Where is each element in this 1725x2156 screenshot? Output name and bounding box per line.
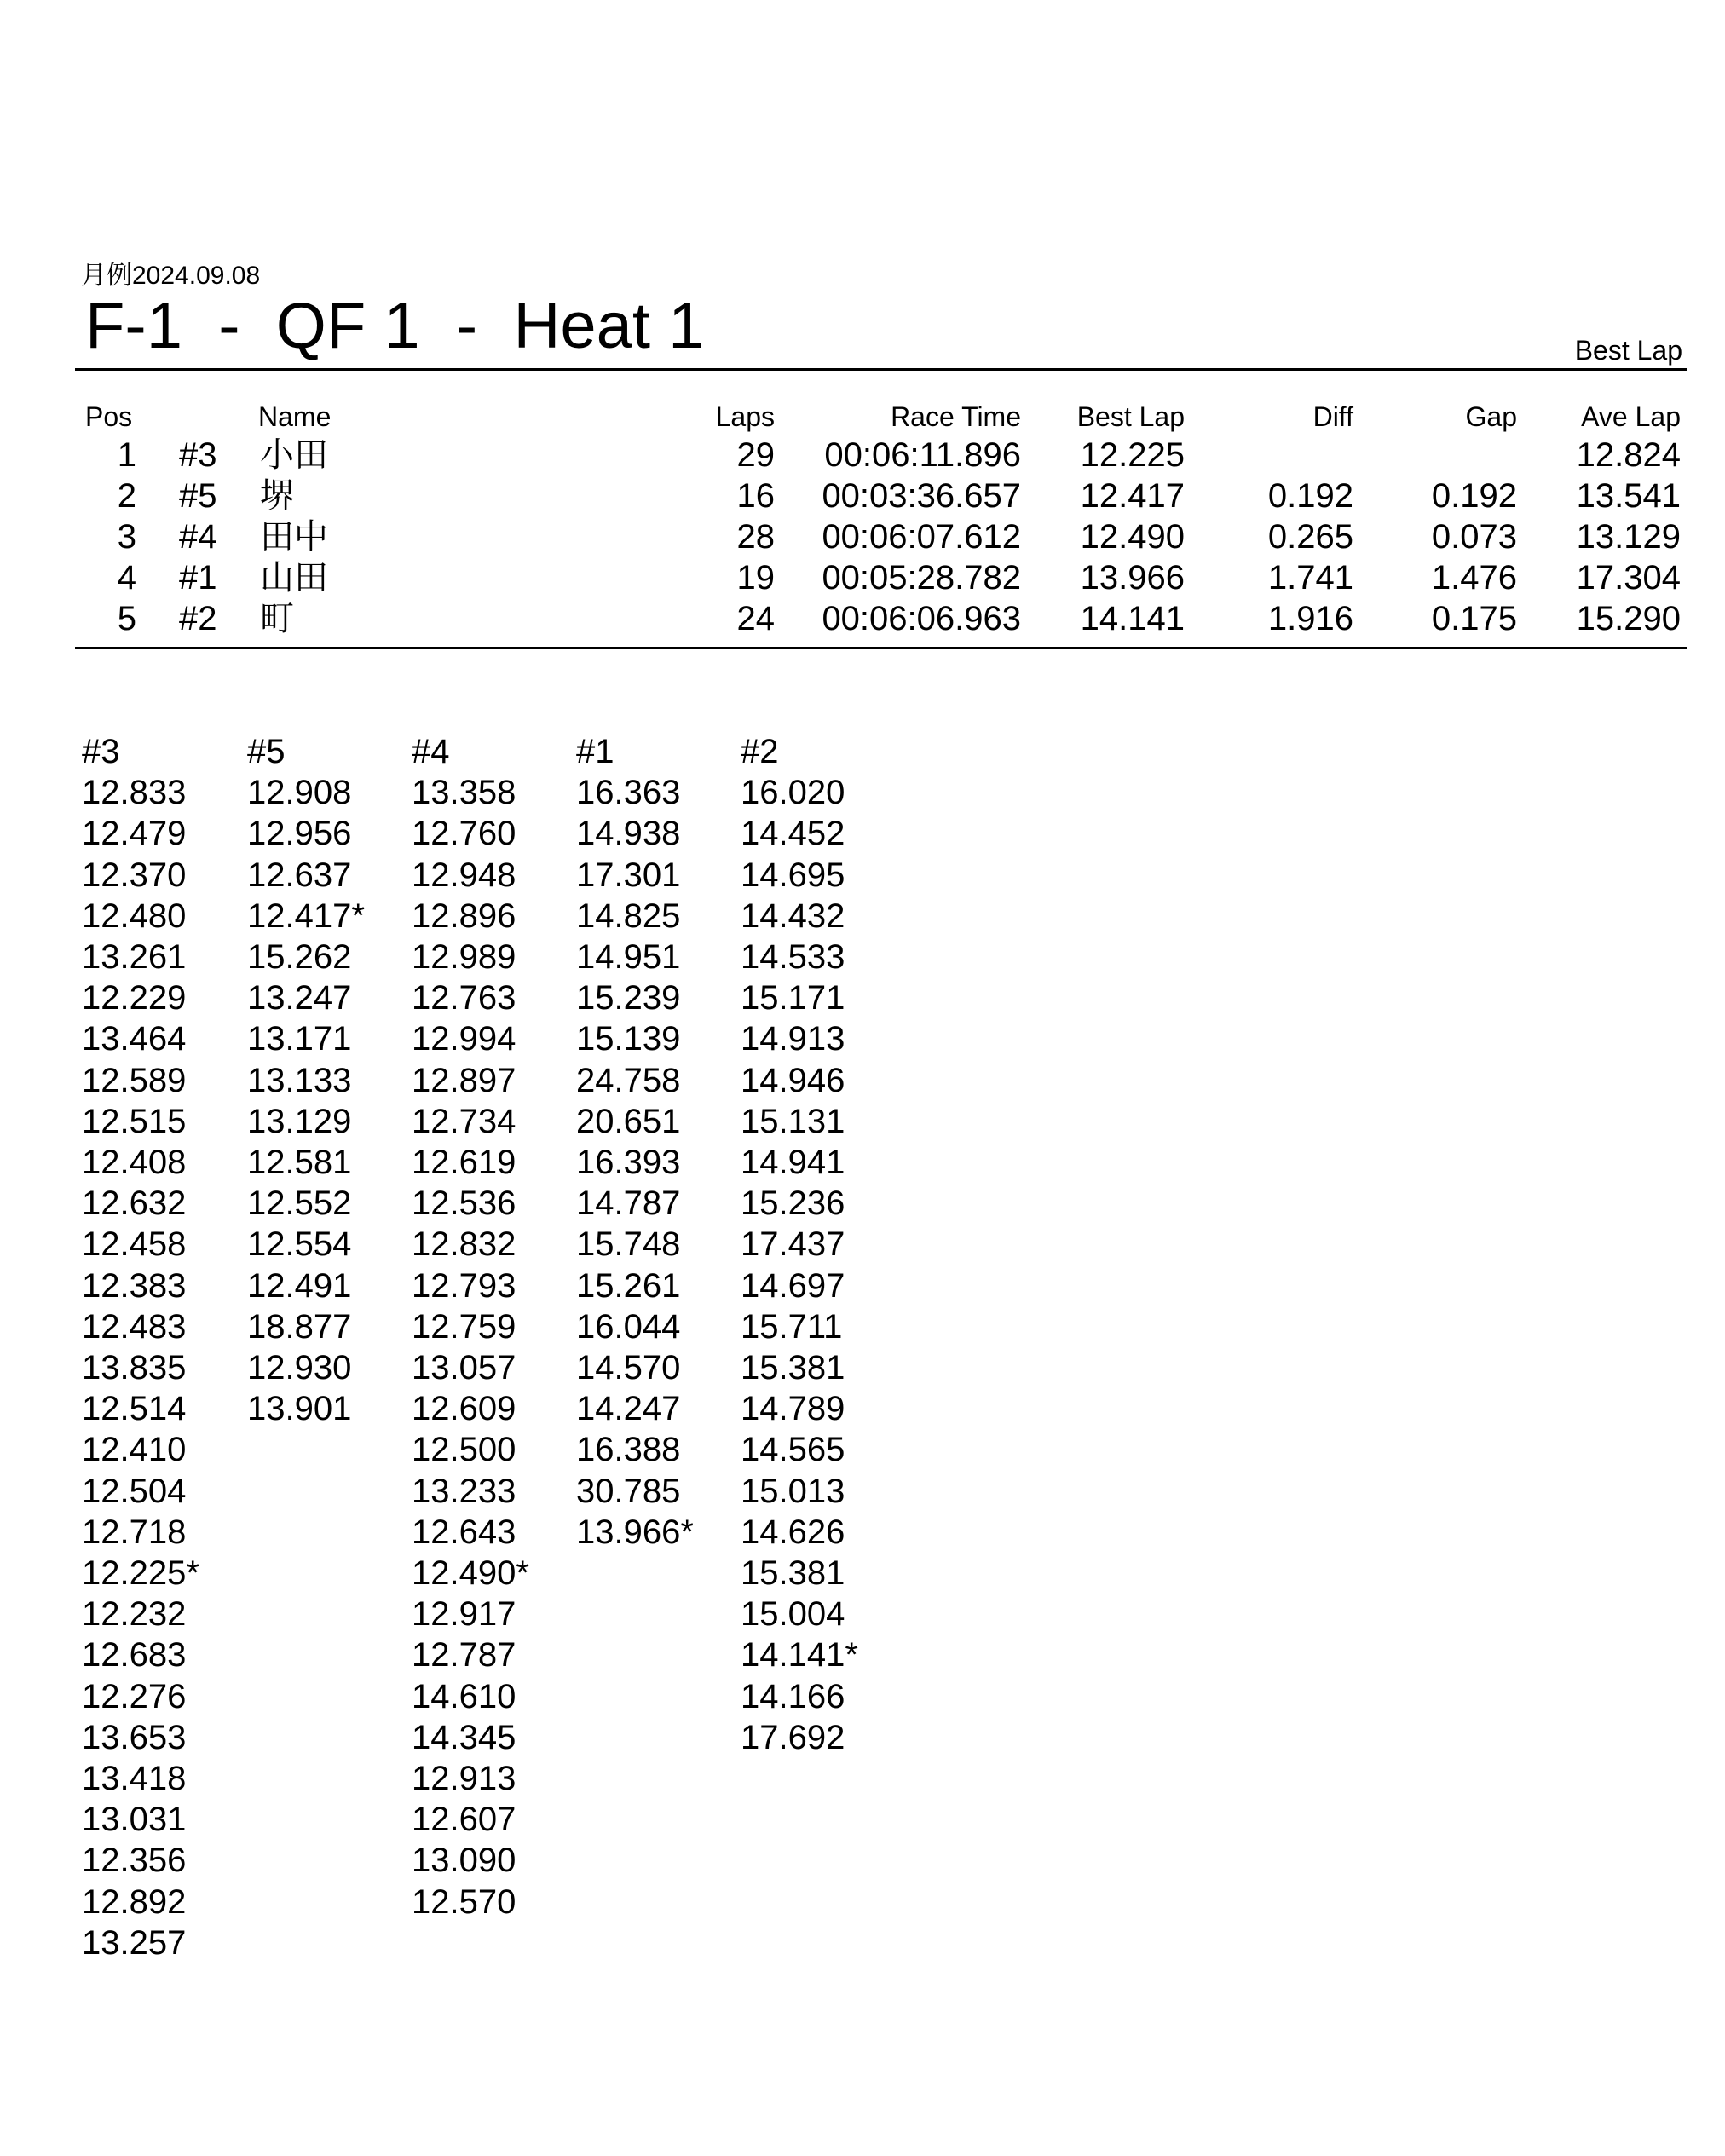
lap-time: 12.554	[247, 1225, 352, 1264]
result-race-time: 00:06:11.896	[824, 436, 1021, 474]
lap-time: 12.276	[82, 1677, 187, 1715]
lap-time: 14.941	[741, 1144, 845, 1182]
lap-time: 17.437	[741, 1225, 845, 1264]
lap-time: 12.607	[412, 1801, 516, 1839]
header-ave-lap: Ave Lap	[1581, 401, 1681, 432]
lap-time: 13.358	[412, 774, 516, 812]
result-driver-name: 堺	[260, 477, 294, 515]
lap-time: 12.892	[82, 1882, 187, 1921]
top-rule	[75, 368, 1688, 371]
lap-time: 12.504	[82, 1472, 187, 1510]
lap-time: 13.966*	[576, 1513, 694, 1551]
lap-time: 12.763	[412, 979, 516, 1017]
lap-time: 12.832	[412, 1225, 516, 1264]
result-laps: 16	[736, 477, 775, 515]
result-kart-number: #1	[179, 559, 217, 597]
results-row	[0, 476, 1725, 516]
lap-time: 14.570	[576, 1349, 681, 1387]
result-diff: 0.192	[1267, 477, 1353, 515]
result-diff: 0.265	[1267, 518, 1353, 556]
lap-time: 14.913	[741, 1020, 845, 1058]
lap-time: 12.370	[82, 856, 187, 894]
header-best-lap: Best Lap	[1076, 401, 1185, 432]
lap-time: 15.381	[741, 1554, 845, 1593]
lap-time: 12.570	[412, 1882, 516, 1921]
lap-time: 13.171	[247, 1020, 352, 1058]
lap-time: 12.734	[412, 1102, 516, 1140]
lap-time: 12.897	[412, 1061, 516, 1099]
result-driver-name: 田中	[260, 518, 328, 556]
lap-time: 13.261	[82, 938, 187, 977]
lap-time: 12.458	[82, 1225, 187, 1264]
lap-time: 14.938	[576, 815, 681, 853]
results-row	[0, 557, 1725, 598]
lap-time: 12.793	[412, 1266, 516, 1305]
lap-time: 12.787	[412, 1636, 516, 1675]
lap-time: 14.789	[741, 1390, 845, 1428]
lap-time: 20.651	[576, 1102, 681, 1140]
lap-time: 15.013	[741, 1472, 845, 1510]
lap-time: 14.141*	[741, 1636, 858, 1675]
lap-time: 12.417*	[247, 896, 365, 935]
results-header-row	[0, 399, 1725, 435]
header-name: Name	[258, 401, 332, 432]
lap-time: 13.057	[412, 1349, 516, 1387]
lap-column-header: #1	[576, 733, 614, 770]
result-pos: 4	[117, 559, 136, 597]
lap-time: 12.896	[412, 896, 516, 935]
lap-column	[82, 731, 244, 1963]
lap-time: 14.432	[741, 896, 845, 935]
report-title: F-1 - QF 1 - Heat 1	[85, 290, 705, 362]
result-race-time: 00:06:06.963	[822, 600, 1021, 637]
lap-time: 15.236	[741, 1185, 845, 1223]
bottom-rule	[75, 647, 1688, 649]
lap-time: 12.483	[82, 1307, 187, 1346]
lap-time: 14.565	[741, 1431, 845, 1469]
lap-time: 12.229	[82, 979, 187, 1017]
header-race-time: Race Time	[891, 401, 1021, 432]
result-best-lap: 12.490	[1080, 518, 1185, 556]
lap-time: 12.908	[247, 774, 352, 812]
lap-time: 15.261	[576, 1266, 681, 1305]
lap-column-header: #3	[82, 733, 120, 770]
lap-time: 14.626	[741, 1513, 845, 1551]
lap-time: 12.718	[82, 1513, 187, 1551]
lap-time: 13.247	[247, 979, 352, 1017]
lap-time: 13.133	[247, 1061, 352, 1099]
lap-time: 12.383	[82, 1266, 187, 1305]
lap-time: 15.239	[576, 979, 681, 1017]
result-gap: 0.073	[1431, 518, 1517, 556]
lap-time: 14.787	[576, 1185, 681, 1223]
result-diff: 1.916	[1267, 600, 1353, 637]
result-pos: 3	[117, 518, 136, 556]
lap-time: 12.994	[412, 1020, 516, 1058]
result-kart-number: #3	[179, 436, 217, 474]
lap-time: 16.044	[576, 1307, 681, 1346]
lap-time: 14.247	[576, 1390, 681, 1428]
lap-time: 16.393	[576, 1144, 681, 1182]
lap-time: 12.408	[82, 1144, 187, 1182]
lap-time: 14.951	[576, 938, 681, 977]
lap-time: 14.695	[741, 856, 845, 894]
header-diff: Diff	[1312, 401, 1353, 432]
result-driver-name: 小田	[260, 436, 328, 474]
lap-time: 12.833	[82, 774, 187, 812]
lap-time: 12.989	[412, 938, 516, 977]
result-laps: 28	[736, 518, 775, 556]
lap-time: 14.345	[412, 1718, 516, 1756]
lap-time: 13.653	[82, 1718, 187, 1756]
lap-time: 12.948	[412, 856, 516, 894]
header-pos: Pos	[85, 401, 133, 432]
lap-time: 13.090	[412, 1842, 516, 1880]
lap-time: 12.232	[82, 1595, 187, 1634]
lap-column-header: #2	[741, 733, 779, 770]
result-kart-number: #2	[179, 600, 217, 637]
lap-time: 12.637	[247, 856, 352, 894]
result-gap: 0.175	[1431, 600, 1517, 637]
lap-time: 12.536	[412, 1185, 516, 1223]
result-race-time: 00:06:07.612	[822, 518, 1021, 556]
lap-time: 12.552	[247, 1185, 352, 1223]
lap-time: 12.514	[82, 1390, 187, 1428]
result-driver-name: 山田	[260, 559, 328, 597]
lap-time: 15.139	[576, 1020, 681, 1058]
lap-column	[412, 731, 574, 1923]
lap-time: 12.225*	[82, 1554, 199, 1593]
lap-time: 15.711	[741, 1307, 843, 1346]
lap-time: 12.643	[412, 1513, 516, 1551]
lap-time: 13.031	[82, 1801, 187, 1839]
result-gap: 0.192	[1431, 477, 1517, 515]
lap-column	[576, 731, 738, 1553]
result-ave-lap: 12.824	[1576, 436, 1681, 474]
lap-column-header: #5	[247, 733, 286, 770]
lap-time: 12.491	[247, 1266, 352, 1305]
lap-time: 12.930	[247, 1349, 352, 1387]
lap-time: 12.581	[247, 1144, 352, 1182]
lap-time: 13.233	[412, 1472, 516, 1510]
result-best-lap: 12.417	[1080, 477, 1185, 515]
result-ave-lap: 17.304	[1576, 559, 1681, 597]
lap-time: 15.004	[741, 1595, 845, 1634]
result-best-lap: 13.966	[1080, 559, 1185, 597]
result-driver-name: 町	[260, 600, 294, 637]
lap-time: 16.363	[576, 774, 681, 812]
lap-time: 12.589	[82, 1061, 187, 1099]
result-ave-lap: 13.129	[1576, 518, 1681, 556]
lap-time: 13.835	[82, 1349, 187, 1387]
lap-time: 15.131	[741, 1102, 845, 1140]
result-race-time: 00:03:36.657	[822, 477, 1021, 515]
result-best-lap: 12.225	[1080, 436, 1185, 474]
result-gap: 1.476	[1431, 559, 1517, 597]
lap-time: 14.946	[741, 1061, 845, 1099]
lap-time: 14.825	[576, 896, 681, 935]
result-race-time: 00:05:28.782	[822, 559, 1021, 597]
lap-time: 12.619	[412, 1144, 516, 1182]
lap-time: 12.480	[82, 896, 187, 935]
lap-time: 13.129	[247, 1102, 352, 1140]
lap-time: 14.166	[741, 1677, 845, 1715]
lap-time: 30.785	[576, 1472, 681, 1510]
lap-time: 24.758	[576, 1061, 681, 1099]
report-subtitle: 月例2024.09.08	[81, 262, 261, 290]
results-row	[0, 516, 1725, 557]
lap-time: 16.020	[741, 774, 845, 812]
result-ave-lap: 13.541	[1576, 477, 1681, 515]
lap-time: 12.760	[412, 815, 516, 853]
lap-time: 12.683	[82, 1636, 187, 1675]
lap-column-header: #4	[412, 733, 450, 770]
lap-time: 13.901	[247, 1390, 352, 1428]
lap-time: 12.632	[82, 1185, 187, 1223]
lap-time: 12.356	[82, 1842, 187, 1880]
lap-time: 16.388	[576, 1431, 681, 1469]
lap-time: 15.748	[576, 1225, 681, 1264]
result-laps: 24	[736, 600, 775, 637]
lap-time: 17.692	[741, 1718, 845, 1756]
result-pos: 2	[117, 477, 136, 515]
result-diff: 1.741	[1267, 559, 1353, 597]
results-table	[0, 399, 1725, 639]
result-laps: 19	[736, 559, 775, 597]
lap-time: 13.464	[82, 1020, 187, 1058]
lap-time: 15.381	[741, 1349, 845, 1387]
result-pos: 1	[117, 436, 136, 474]
results-row	[0, 598, 1725, 639]
lap-time: 12.913	[412, 1760, 516, 1798]
result-best-lap: 14.141	[1080, 600, 1185, 637]
result-pos: 5	[117, 600, 136, 637]
result-kart-number: #4	[179, 518, 217, 556]
result-ave-lap: 15.290	[1576, 600, 1681, 637]
header-laps: Laps	[715, 401, 775, 432]
lap-time: 12.917	[412, 1595, 516, 1634]
lap-time: 12.609	[412, 1390, 516, 1428]
lap-time: 12.500	[412, 1431, 516, 1469]
lap-time: 18.877	[247, 1307, 352, 1346]
lap-time: 14.452	[741, 815, 845, 853]
lap-time: 14.533	[741, 938, 845, 977]
lap-time: 15.262	[247, 938, 352, 977]
lap-time: 15.171	[741, 979, 845, 1017]
lap-column	[247, 731, 409, 1429]
lap-time: 14.697	[741, 1266, 845, 1305]
lap-time: 12.479	[82, 815, 187, 853]
lap-time: 12.490*	[412, 1554, 529, 1593]
lap-time: 12.515	[82, 1102, 187, 1140]
lap-time: 17.301	[576, 856, 681, 894]
header-gap: Gap	[1465, 401, 1517, 432]
result-laps: 29	[736, 436, 775, 474]
lap-time: 13.418	[82, 1760, 187, 1798]
best-lap-tag: Best Lap	[1574, 335, 1682, 366]
lap-time: 12.410	[82, 1431, 187, 1469]
lap-column	[741, 731, 903, 1758]
result-kart-number: #5	[179, 477, 217, 515]
lap-time: 14.610	[412, 1677, 516, 1715]
results-row	[0, 435, 1725, 476]
lap-time: 13.257	[82, 1923, 187, 1962]
lap-time: 12.759	[412, 1307, 516, 1346]
lap-time: 12.956	[247, 815, 352, 853]
